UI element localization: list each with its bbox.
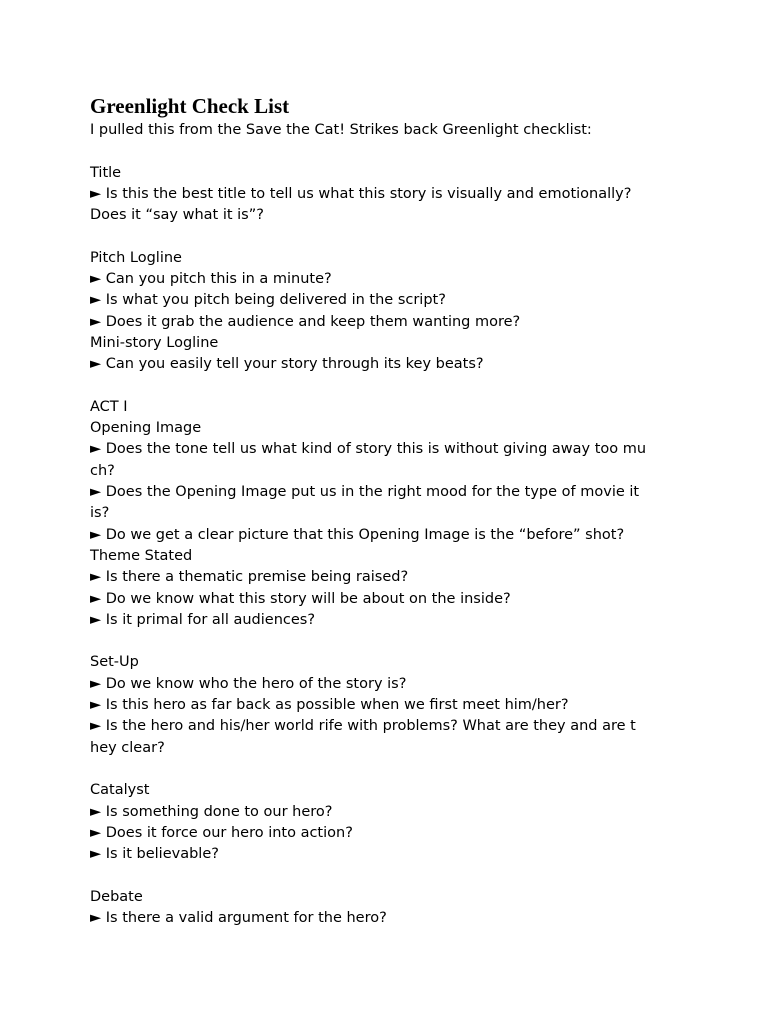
body-line: Mini-story Logline [90, 334, 219, 351]
checklist-question: ► Is what you pitch being delivered in the script? [90, 292, 446, 309]
checklist-question: ► Is something done to our hero? [90, 803, 333, 820]
checklist-question: ► Does it force our hero into action? [90, 824, 353, 841]
checklist-question: ► Do we know who the hero of the story is? [90, 675, 407, 692]
body-line: Theme Stated [90, 547, 193, 564]
checklist-question: ► Is there a valid argument for the hero? [90, 909, 387, 926]
document-body [90, 120, 730, 929]
body-line: Title [90, 164, 122, 181]
checklist-question: ► Does the tone tell us what kind of story this is without giving away too mu [90, 441, 647, 458]
checklist-question: ► Is there a thematic premise being raised? [90, 569, 409, 586]
checklist-question: ► Is it believable? [90, 846, 219, 863]
body-line: Set-Up [90, 654, 139, 671]
checklist-question: ► Is this the best title to tell us what this story is visually and emotionally? [90, 185, 632, 202]
body-line: ACT I [90, 398, 128, 415]
checklist-question: ► Can you pitch this in a minute? [90, 271, 332, 288]
body-line: ch? [90, 462, 115, 479]
checklist-question: ► Can you easily tell your story through its key beats? [90, 356, 484, 373]
blank-line [90, 141, 730, 162]
body-line: is? [90, 505, 110, 522]
body-line: Pitch Logline [90, 249, 182, 266]
blank-line [90, 376, 730, 397]
body-line: I pulled this from the Save the Cat! Strikes back Greenlight checklist: [90, 122, 592, 138]
checklist-question: ► Is this hero as far back as possible when we first meet him/her? [90, 697, 569, 714]
checklist-question: ► Does the Opening Image put us in the right mood for the type of movie it [90, 484, 640, 501]
document-page [90, 92, 730, 929]
blank-line [90, 226, 730, 247]
checklist-question: ► Do we get a clear picture that this Opening Image is the “before” shot? [90, 526, 625, 543]
checklist-question: ► Do we know what this story will be about on the inside? [90, 590, 511, 607]
checklist-question: ► Is it primal for all audiences? [90, 611, 316, 628]
body-line: hey clear? [90, 739, 165, 756]
checklist-question: ► Does it grab the audience and keep them wanting more? [90, 313, 521, 330]
checklist-question: ► Is the hero and his/her world rife with problems? What are they and are t [90, 718, 636, 735]
body-line: Does it “say what it is”? [90, 207, 264, 224]
body-line: Catalyst [90, 782, 150, 799]
document-title: Greenlight Check List [90, 94, 290, 118]
blank-line [90, 865, 730, 886]
blank-line [90, 631, 730, 652]
body-line: Opening Image [90, 420, 202, 437]
blank-line [90, 759, 730, 780]
body-line: Debate [90, 888, 143, 905]
